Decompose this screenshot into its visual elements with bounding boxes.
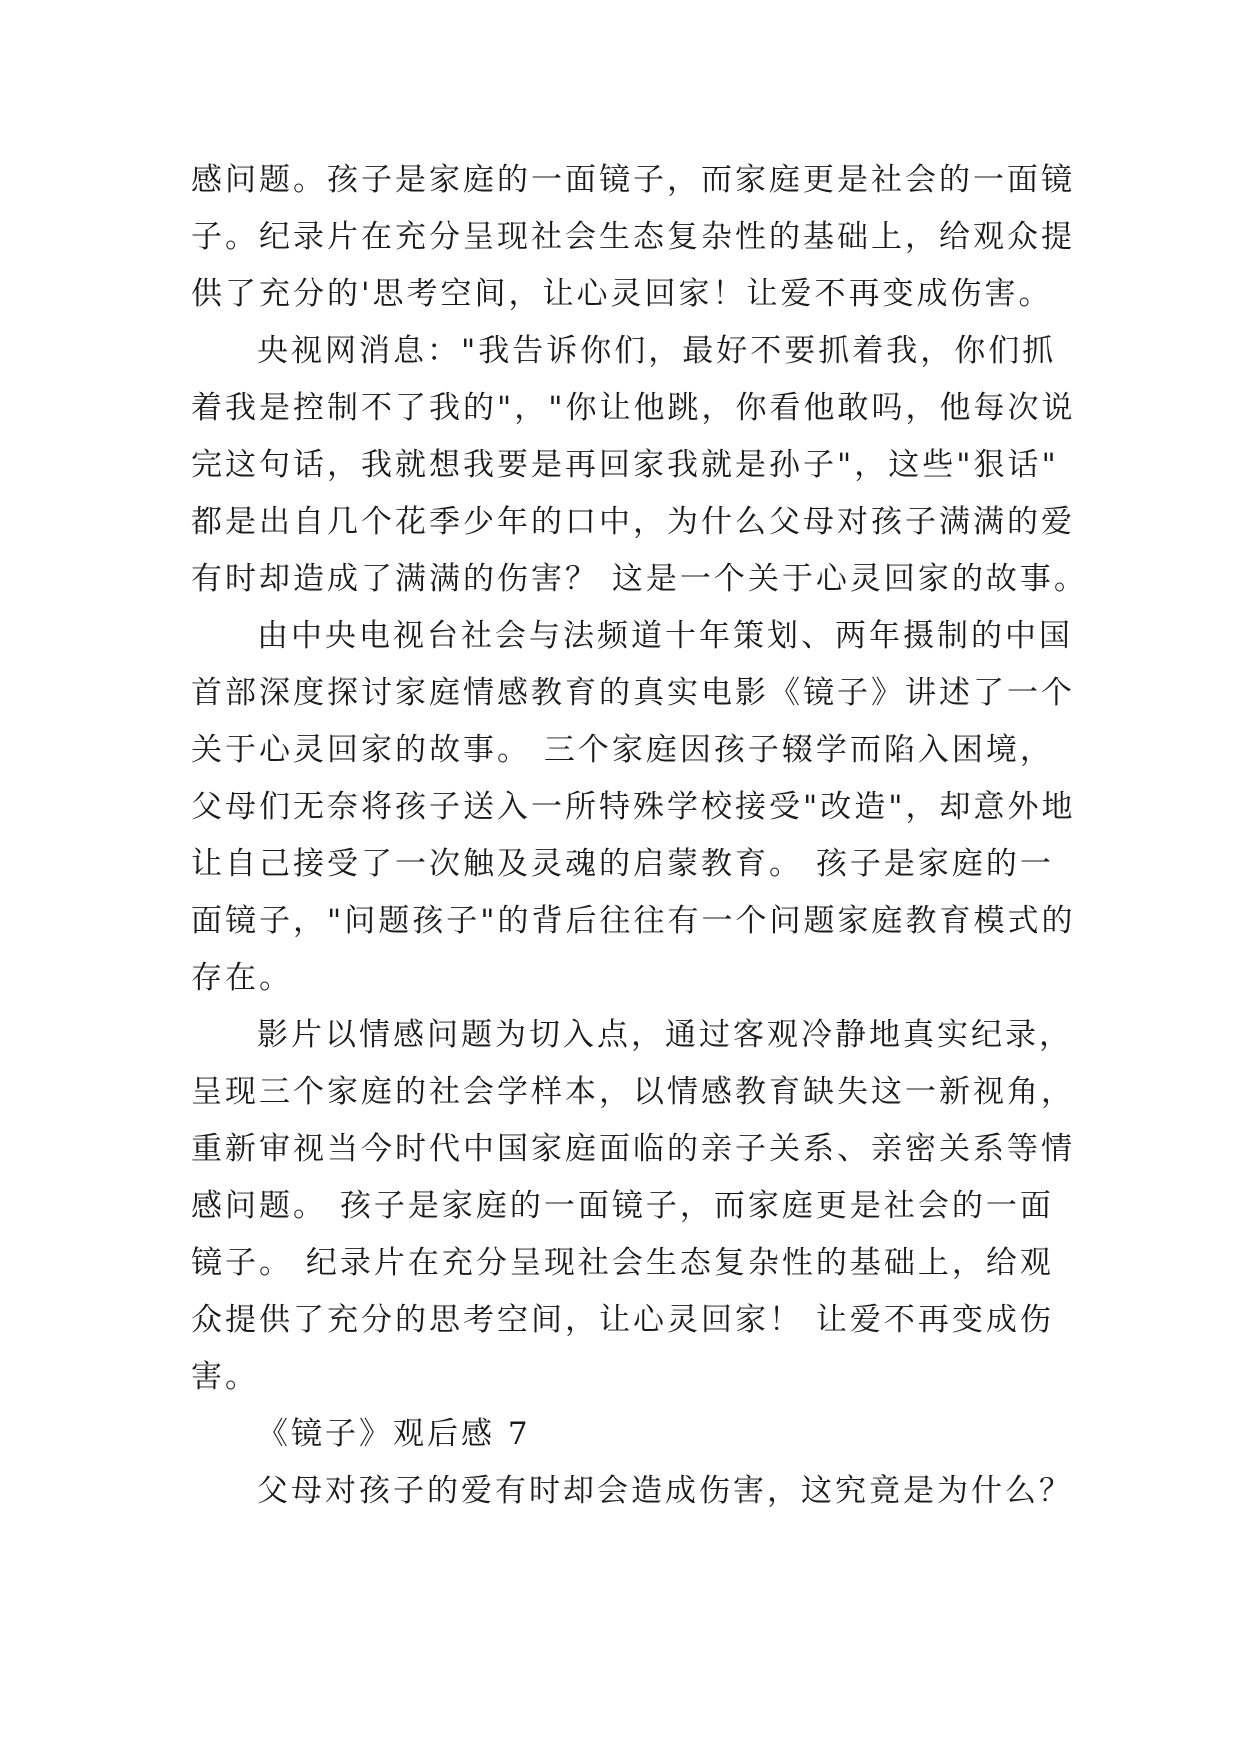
text-line: 父母对孩子的爱有时却会造成伤害，这究竟是为什么？ [257,1473,1073,1509]
text-line: 完这句话，我就想我要是再回家我就是孙子"，这些"狠话" [191,447,1059,483]
text-line: 父母们无奈将孩子送入一所特殊学校接受"改造"，却意外地 [191,789,1076,825]
text-line: 镜子。 纪录片在充分呈现社会生态复杂性的基础上，给观 [191,1245,1054,1281]
text-line: 面镜子，"问题孩子"的背后往往有一个问题家庭教育模式的 [191,903,1076,939]
text-line: 有时却造成了满满的伤害？ 这是一个关于心灵回家的故事。 [191,561,1088,597]
text-line: 着我是控制不了我的"，"你让他跳，你看他敢吗，他每次说 [191,390,1076,426]
section-heading: 《镜子》观后感 7 [257,1416,531,1452]
text-line: 由中央电视台社会与法频道十年策划、两年摄制的中国 [257,618,1073,654]
text-line: 感问题。 孩子是家庭的一面镜子，而家庭更是社会的一面 [191,1188,1054,1224]
text-line: 央视网消息："我告诉你们，最好不要抓着我，你们抓 [257,333,1057,369]
text-line: 众提供了充分的思考空间，让心灵回家！ 让爱不再变成伤 [191,1302,1054,1338]
text-line: 呈现三个家庭的社会学样本，以情感教育缺失这一新视角， [191,1074,1075,1110]
text-line: 影片以情感问题为切入点，通过客观冷静地真实纪录， [257,1017,1073,1053]
text-line: 存在。 [191,960,293,996]
text-line: 都是出自几个花季少年的口中，为什么父母对孩子满满的爱 [191,504,1075,540]
text-line: 让自己接受了一次触及灵魂的启蒙教育。 孩子是家庭的一 [191,846,1054,882]
text-line: 供了充分的'思考空间，让心灵回家！让爱不再变成伤害。 [191,276,1053,312]
text-line: 关于心灵回家的故事。 三个家庭因孩子辍学而陷入困境， [191,732,1054,768]
text-line: 感问题。孩子是家庭的一面镜子，而家庭更是社会的一面镜 [191,162,1075,198]
text-line: 害。 [191,1359,259,1395]
text-line: 重新审视当今时代中国家庭面临的亲子关系、亲密关系等情 [191,1131,1075,1167]
text-line: 首部深度探讨家庭情感教育的真实电影《镜子》讲述了一个 [191,675,1075,711]
text-line: 子。纪录片在充分呈现社会生态复杂性的基础上，给观众提 [191,219,1075,255]
